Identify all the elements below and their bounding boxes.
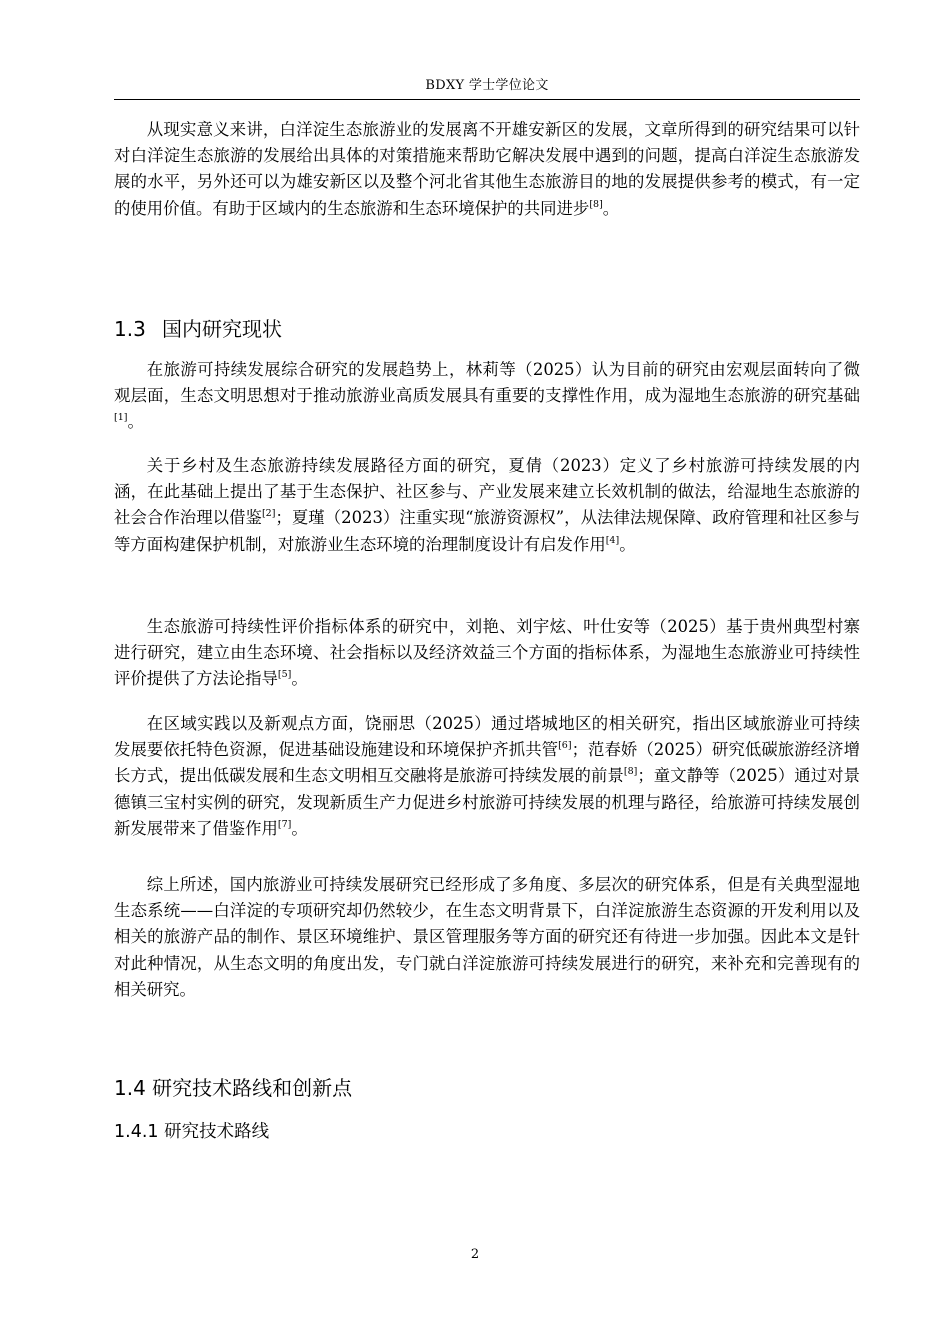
paragraph-text-b: ；夏瑾（2023）注重实现“旅游资源权”，从法律法规保障、政府管理和社区参与等方面构建保护机制，对旅游业生态环境的治理制度设计有启发作用 bbox=[114, 508, 860, 554]
citation-ref: [2] bbox=[261, 508, 276, 520]
citation-ref: [8] bbox=[589, 198, 603, 210]
section-heading-1-3 bbox=[114, 315, 860, 343]
subsection-heading-1-4-1: 1.4.1 研究技术路线 bbox=[114, 1122, 270, 1142]
paragraph-tail: 。 bbox=[127, 412, 144, 432]
paragraph-text-b: ；范春娇（2025）研究低碳旅游经济增长方式，提出低碳发展和生态文明相互交融将是旅游可持续发展的前景 bbox=[114, 740, 860, 786]
intro-tail: 。 bbox=[602, 198, 620, 218]
paragraph-trend bbox=[114, 357, 860, 436]
paragraph-evaluation bbox=[114, 614, 860, 693]
intro-paragraph bbox=[114, 117, 860, 222]
section-heading-1-4: 1.4 研究技术路线和创新点 bbox=[114, 1076, 353, 1100]
paragraph-regional bbox=[114, 711, 860, 842]
paragraph-text-a: 在区域实践以及新观点方面，饶丽思（2025）通过塔城地区的相关研究，指出区域旅游业可持续发展要依托特色资源，促进基础设施建设和环境保护齐抓共管 bbox=[114, 714, 860, 760]
header-rule bbox=[114, 99, 860, 100]
citation-ref: [1] bbox=[114, 412, 128, 424]
paragraph-text: 综上所述，国内旅游业可持续发展研究已经形成了多角度、多层次的研究体系，但是有关典型湿地生态系统——白洋淀的专项研究却仍然较少，在生态文明背景下，白洋淀旅游生态资源的开发利用以及相关的旅游产品的制作、景区环境维护、景区管理服务等方面的研究还有待进一步加强。因此本文是针对此种情况，从生态文明的角度出发，专门就白洋淀旅游可持续发展进行的研究，来补充和完善现有的相关研究。 bbox=[114, 875, 860, 999]
running-header: BDXY 学士学位论文 bbox=[425, 78, 549, 93]
paragraph-tail: 。 bbox=[291, 818, 308, 838]
intro-text: 从现实意义来讲，白洋淀生态旅游业的发展离不开雄安新区的发展，文章所得到的研究结果可以针对白洋淀生态旅游的发展给出具体的对策措施来帮助它解决发展中遇到的问题，提高白洋淀生态旅游发展的水平，另外还可以为雄安新区以及整个河北省其他生态旅游目的地的发展提供参考的模式，有一定的使用价值。有助于区域内的生态旅游和生态环境保护的共同进步 bbox=[114, 120, 860, 218]
paragraph-text-a: 关于乡村及生态旅游持续发展路径方面的研究，夏倩（2023）定义了乡村旅游可持续发展的内涵，在此基础上提出了基于生态保护、社区参与、产业发展来建立长效机制的做法，给湿地生态旅游的社会合作治理以借鉴 bbox=[114, 456, 860, 528]
paragraph-text: 在旅游可持续发展综合研究的发展趋势上，林莉等（2025）认为目前的研究由宏观层面转向了微观层面，生态文明思想对于推动旅游业高质发展具有重要的支撑性作用，成为湿地生态旅游的研究基础 bbox=[114, 360, 860, 406]
page-number: 2 bbox=[470, 1247, 480, 1262]
section-title: 国内研究现状 bbox=[162, 317, 282, 341]
section-number: 1.3 bbox=[114, 317, 146, 341]
citation-ref: [7] bbox=[277, 818, 292, 830]
paragraph-tail: 。 bbox=[619, 534, 636, 554]
paragraph-summary bbox=[114, 872, 860, 1003]
paragraph-text-c: ；童文静等（2025）通过对景德镇三宝村实例的研究，发现新质生产力促进乡村旅游可持续发展的机理与路径，给旅游可持续发展创新发展带来了借鉴作用 bbox=[114, 766, 860, 838]
citation-ref: [5] bbox=[277, 669, 292, 681]
paragraph-text: 生态旅游可持续性评价指标体系的研究中，刘艳、刘宇炫、叶仕安等（2025）基于贵州典型村寨进行研究，建立由生态环境、社会指标以及经济效益三个方面的指标体系，为湿地生态旅游业可持续性评价提供了方法论指导 bbox=[114, 617, 860, 689]
paragraph-path bbox=[114, 453, 860, 558]
paragraph-tail: 。 bbox=[291, 669, 308, 689]
citation-ref: [4] bbox=[605, 534, 620, 546]
citation-ref: [6] bbox=[558, 740, 572, 752]
citation-ref: [8] bbox=[623, 766, 638, 778]
